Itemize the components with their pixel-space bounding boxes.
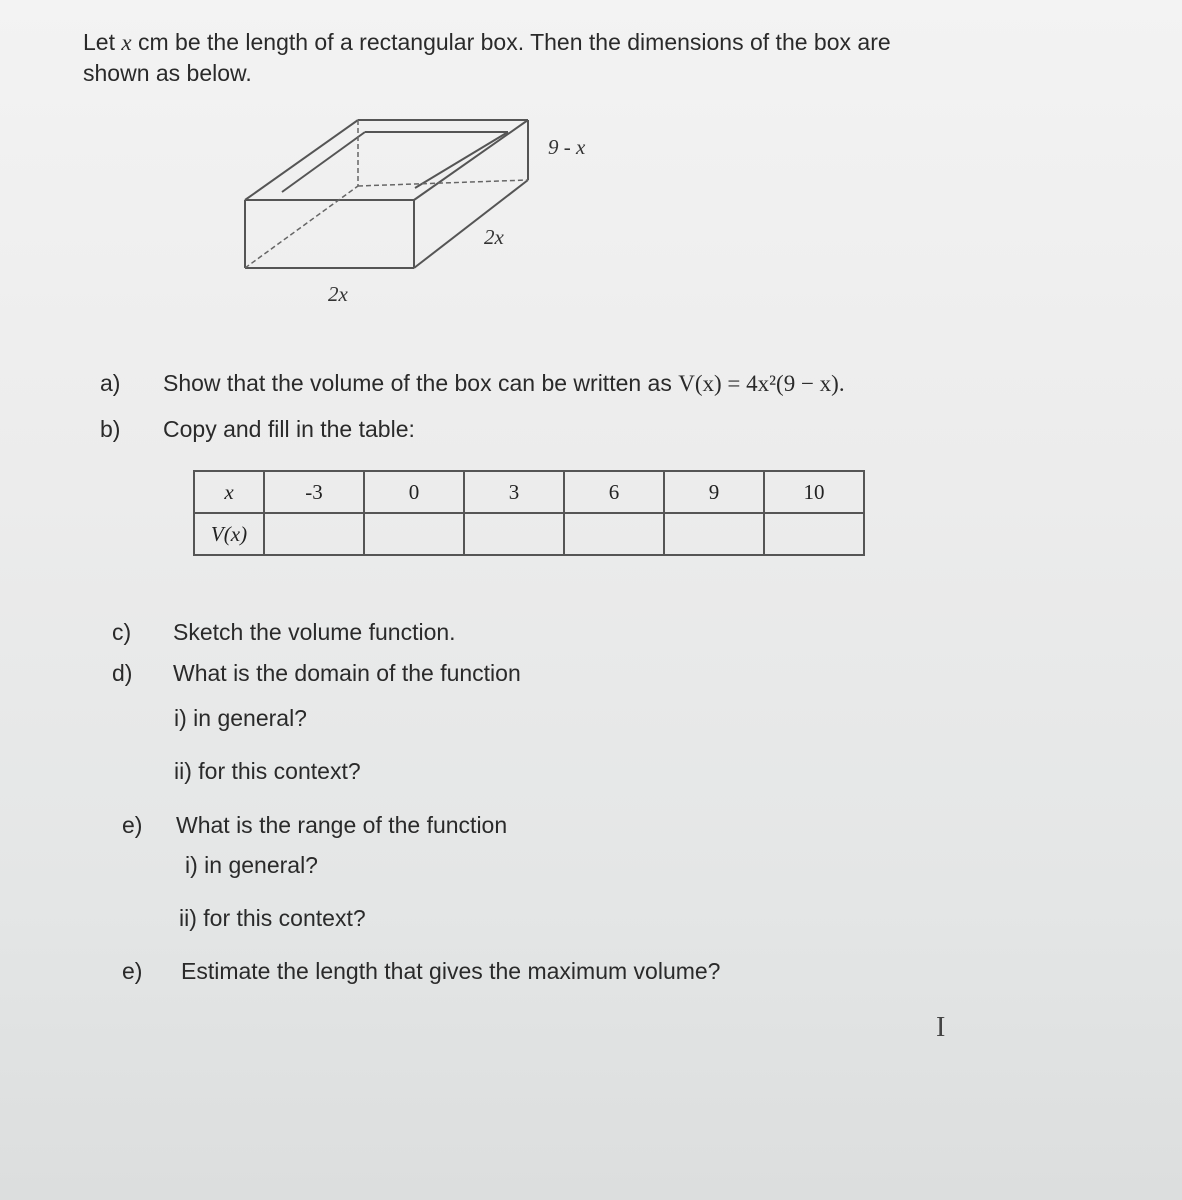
intro-line1-post: cm be the length of a rectangular box. Then the dimensions of the box are (131, 29, 891, 55)
question-e2-text: Estimate the length that gives the maximum volume? (181, 958, 721, 984)
intro-line1-pre: Let (83, 29, 122, 55)
question-d-text: What is the domain of the function (173, 660, 521, 686)
question-e-ii: ii) for this context? (179, 905, 366, 931)
table-cell-v-4 (664, 513, 764, 555)
box-diagram (230, 110, 560, 280)
intro-variable: x (121, 30, 132, 55)
table-cell-x-1: 0 (364, 471, 464, 513)
table-cell-v-2 (464, 513, 564, 555)
table-cell-v-3 (564, 513, 664, 555)
question-b-text: Copy and fill in the table: (163, 416, 415, 442)
question-e-label: e) (122, 812, 143, 838)
table-cell-v-1 (364, 513, 464, 555)
question-a (163, 370, 845, 397)
label-front: 2x (328, 282, 348, 306)
question-e-text: What is the range of the function (176, 812, 508, 838)
intro-text (83, 27, 1083, 88)
volume-formula: V(x) = 4x²(9 − x). (678, 371, 845, 396)
question-d-ii: ii) for this context? (174, 758, 361, 784)
table-cell-x-0: -3 (264, 471, 364, 513)
table-row-v (194, 513, 864, 555)
table-cell-x-4: 9 (664, 471, 764, 513)
question-e2-label: e) (122, 958, 143, 984)
table-head-v: V(x) (194, 513, 264, 555)
question-d-label: d) (112, 660, 133, 686)
question-c-text: Sketch the volume function. (173, 619, 456, 645)
question-e-i: i) in general? (185, 852, 318, 878)
question-c-label: c) (112, 619, 132, 645)
text-cursor-icon: I (936, 1012, 946, 1043)
table-cell-x-3: 6 (564, 471, 664, 513)
table-head-x: x (194, 471, 264, 513)
question-d-i: i) in general? (174, 705, 307, 731)
question-a-label: a) (100, 370, 121, 396)
table-cell-v-5 (764, 513, 864, 555)
question-a-text: Show that the volume of the box can be written as (163, 370, 679, 396)
label-depth: 2x (484, 225, 504, 249)
table-cell-x-5: 10 (764, 471, 864, 513)
table-row-x (194, 471, 864, 513)
table-cell-x-2: 3 (464, 471, 564, 513)
table-cell-v-0 (264, 513, 364, 555)
values-table (193, 470, 865, 556)
question-b-label: b) (100, 416, 121, 442)
intro-line2: shown as below. (83, 60, 252, 86)
label-height: 9 - x (548, 135, 586, 159)
